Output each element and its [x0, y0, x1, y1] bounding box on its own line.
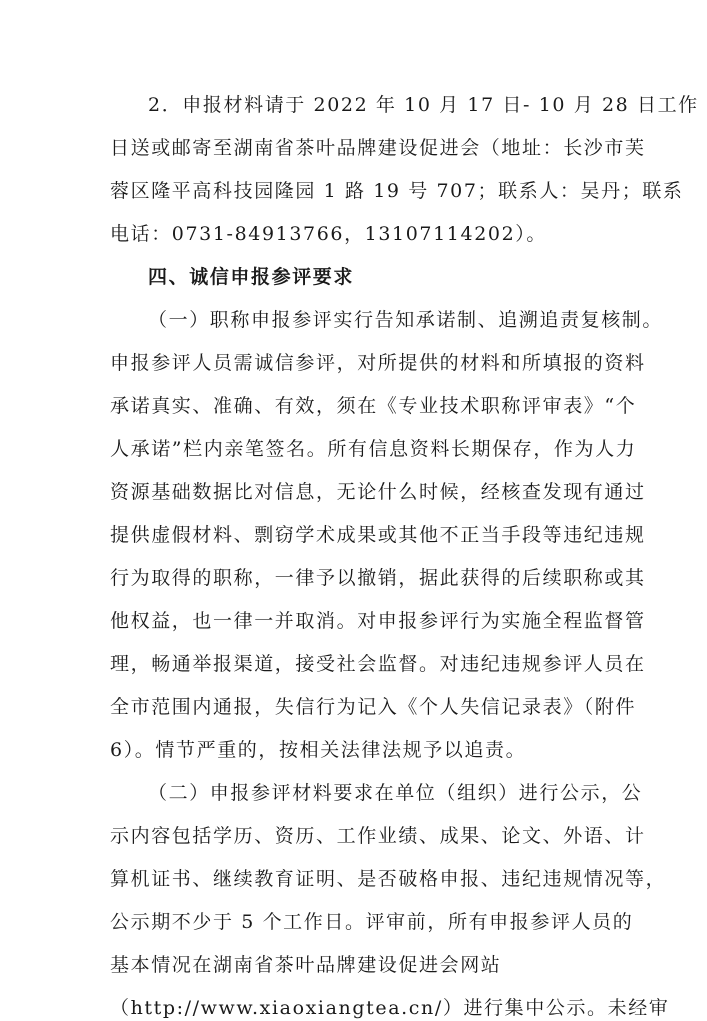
paragraph-2-line-1: 2．申报材料请于 2022 年 10 月 17 日- 10 月 28 日工作 [148, 94, 699, 116]
paragraph-a-line-6: 提供虚假材料、剽窃学术成果或其他不正当手段等违纪违规 [110, 524, 646, 546]
paragraph-a-line-5: 资源基础数据比对信息，无论什么时候，经核查发现有通过 [110, 481, 646, 503]
paragraph-a-line-8: 他权益，也一律一并取消。对申报参评行为实施全程监督管 [110, 610, 646, 632]
paragraph-2-line-2: 日送或邮寄至湖南省茶叶品牌建设促进会（地址：长沙市芙 [110, 137, 646, 159]
paragraph-b-line-4: 公示期不少于 5 个工作日。评审前，所有申报参评人员的 [110, 911, 634, 933]
paragraph-2-line-3: 蓉区隆平高科技园隆园 1 路 19 号 707；联系人：吴丹；联系 [110, 180, 684, 202]
paragraph-a-line-2: 申报参评人员需诚信参评，对所提供的材料和所填报的资料 [110, 352, 646, 374]
paragraph-b-line-5: 基本情况在湖南省茶叶品牌建设促进会网站 [110, 954, 502, 976]
paragraph-a-line-7: 行为取得的职称，一律予以撤销，据此获得的后续职称或其 [110, 567, 646, 589]
paragraph-a-line-10: 全市范围内通报，失信行为记入《个人失信记录表》（附件 [110, 696, 637, 718]
paragraph-a-line-1: （一）职称申报参评实行告知承诺制、追溯追责复核制。 [148, 309, 664, 331]
paragraph-b-line-6: （http://www.xiaoxiangtea.cn/）进行集中公示。未经审 [110, 997, 670, 1019]
paragraph-a-line-11: 6）。情节严重的，按相关法律法规予以追责。 [110, 739, 527, 761]
paragraph-b-line-1: （二）申报参评材料要求在单位（组织）进行公示，公 [148, 782, 643, 804]
paragraph-2-line-4: 电话：0731-84913766，13107114202）。 [110, 223, 547, 245]
paragraph-a-line-4: 人承诺”栏内亲笔签名。所有信息资料长期保存，作为人力 [110, 438, 637, 460]
paragraph-a-line-9: 理，畅通举报渠道，接受社会监督。对违纪违规参评人员在 [110, 653, 646, 675]
section-4-heading: 四、诚信申报参评要求 [148, 266, 355, 288]
paragraph-b-line-2: 示内容包括学历、资历、工作业绩、成果、论文、外语、计 [110, 825, 646, 847]
paragraph-a-line-3: 承诺真实、准确、有效，须在《专业技术职称评审表》“个 [110, 395, 637, 417]
paragraph-b-line-3: 算机证书、继续教育证明、是否破格申报、违纪违规情况等， [110, 868, 667, 890]
